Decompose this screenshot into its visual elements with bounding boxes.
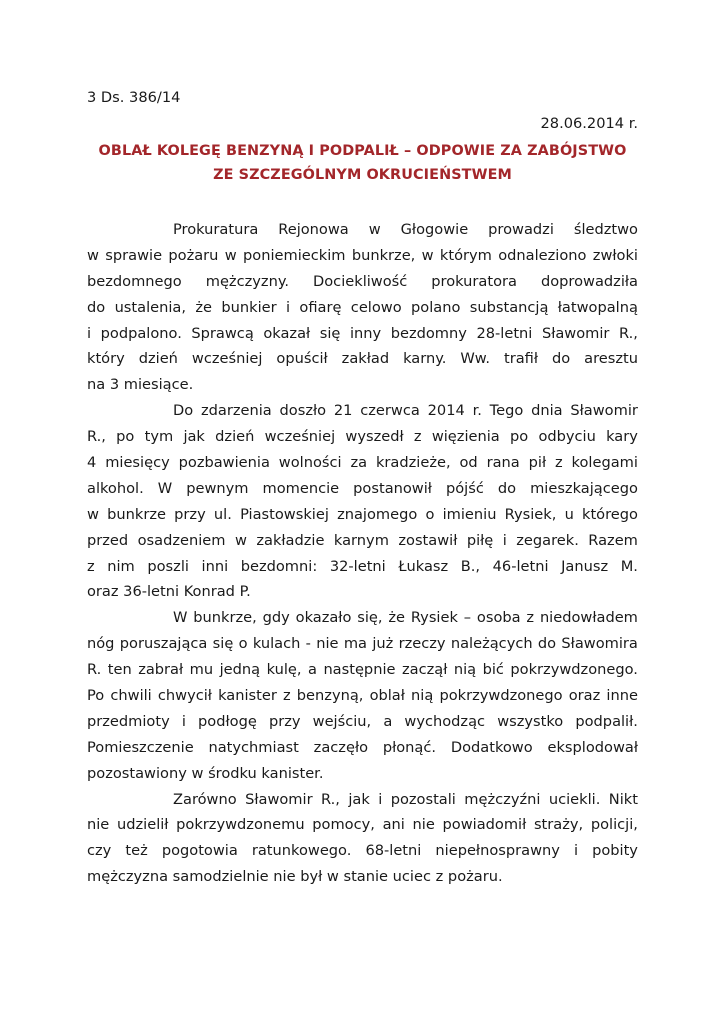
headline: [87, 139, 638, 187]
text-line: bezdomnego mężczyzny. Dociekliwość prokuratora doprowadziła: [87, 272, 638, 290]
text-line: Prokuratura Rejonowa w Głogowie prowadzi śledztwo: [173, 221, 638, 238]
paragraph: [87, 398, 638, 605]
text-line: w bunkrze przy ul. Piastowskiej znajomego o imieniu Rysiek, u którego: [87, 505, 638, 523]
text-line: w sprawie pożaru w poniemieckim bunkrze, w którym odnaleziono zwłoki: [87, 246, 638, 264]
text-line: przedmioty i podłogę przy wejściu, a wychodząc wszystko podpalił.: [87, 712, 638, 730]
paragraph: [87, 217, 638, 398]
text-line: alkohol. W pewnym momencie postanowił pójść do mieszkającego: [87, 479, 638, 497]
text-line: Zarówno Sławomir R., jak i pozostali mężczyźni uciekli. Nikt: [173, 790, 638, 808]
text-line: 4 miesięcy pozbawienia wolności za kradzieże, od rana pił z kolegami: [87, 454, 638, 472]
text-line: Po chwili chwycił kanister z benzyną, oblał nią pokrzywdzonego oraz inne: [87, 687, 638, 705]
text-line: Do zdarzenia doszło 21 czerwca 2014 r. Tego dnia Sławomir: [173, 402, 638, 420]
text-line: nie udzielił pokrzywdzonemu pomocy, ani nie powiadomił straży, policji,: [87, 816, 638, 834]
body-text: [87, 217, 638, 890]
text-line: R., po tym jak dzień wcześniej wyszedł z więzienia po odbyciu kary: [87, 428, 638, 446]
headline-line-1: OBLAŁ KOLEGĘ BENZYNĄ I PODPALIŁ – ODPOWIE ZA ZABÓJSTWO: [98, 143, 627, 159]
text-line: oraz 36-letni Konrad P.: [87, 583, 251, 601]
case-number: 3 Ds. 386/14: [87, 89, 181, 106]
paragraph: [87, 787, 638, 891]
text-line: przed osadzeniem w zakładzie karnym zostawił piłę i zegarek. Razem: [87, 531, 638, 549]
text-line: do ustalenia, że bunkier i ofiarę celowo polano substancją łatwopalną: [87, 298, 638, 316]
document-date: 28.06.2014 r.: [540, 115, 638, 132]
text-line: Pomieszczenie natychmiast zaczęło płonąć. Dodatkowo eksplodował: [87, 738, 638, 756]
text-line: nóg poruszająca się o kulach - nie ma już rzeczy należących do Sławomira: [87, 635, 638, 653]
text-line: R. ten zabrał mu jedną kulę, a następnie zaczął nią bić pokrzywdzonego.: [87, 661, 638, 679]
text-line: pozostawiony w środku kanister.: [87, 764, 324, 782]
headline-line-2: ZE SZCZEGÓLNYM OKRUCIEŃSTWEM: [213, 167, 512, 183]
paragraph: [87, 605, 638, 786]
text-line: który dzień wcześniej opuścił zakład karny. Ww. trafił do aresztu: [87, 350, 638, 368]
text-line: czy też pogotowia ratunkowego. 68-letni niepełnosprawny i pobity: [87, 842, 638, 860]
text-line: i podpalono. Sprawcą okazał się inny bezdomny 28-letni Sławomir R.,: [87, 324, 638, 342]
text-line: na 3 miesiące.: [87, 376, 194, 394]
text-line: z nim poszli inni bezdomni: 32-letni Łukasz B., 46-letni Janusz M.: [87, 557, 638, 575]
text-line: W bunkrze, gdy okazało się, że Rysiek – osoba z niedowładem: [173, 609, 638, 627]
text-line: mężczyzna samodzielnie nie był w stanie uciec z pożaru.: [87, 868, 503, 886]
